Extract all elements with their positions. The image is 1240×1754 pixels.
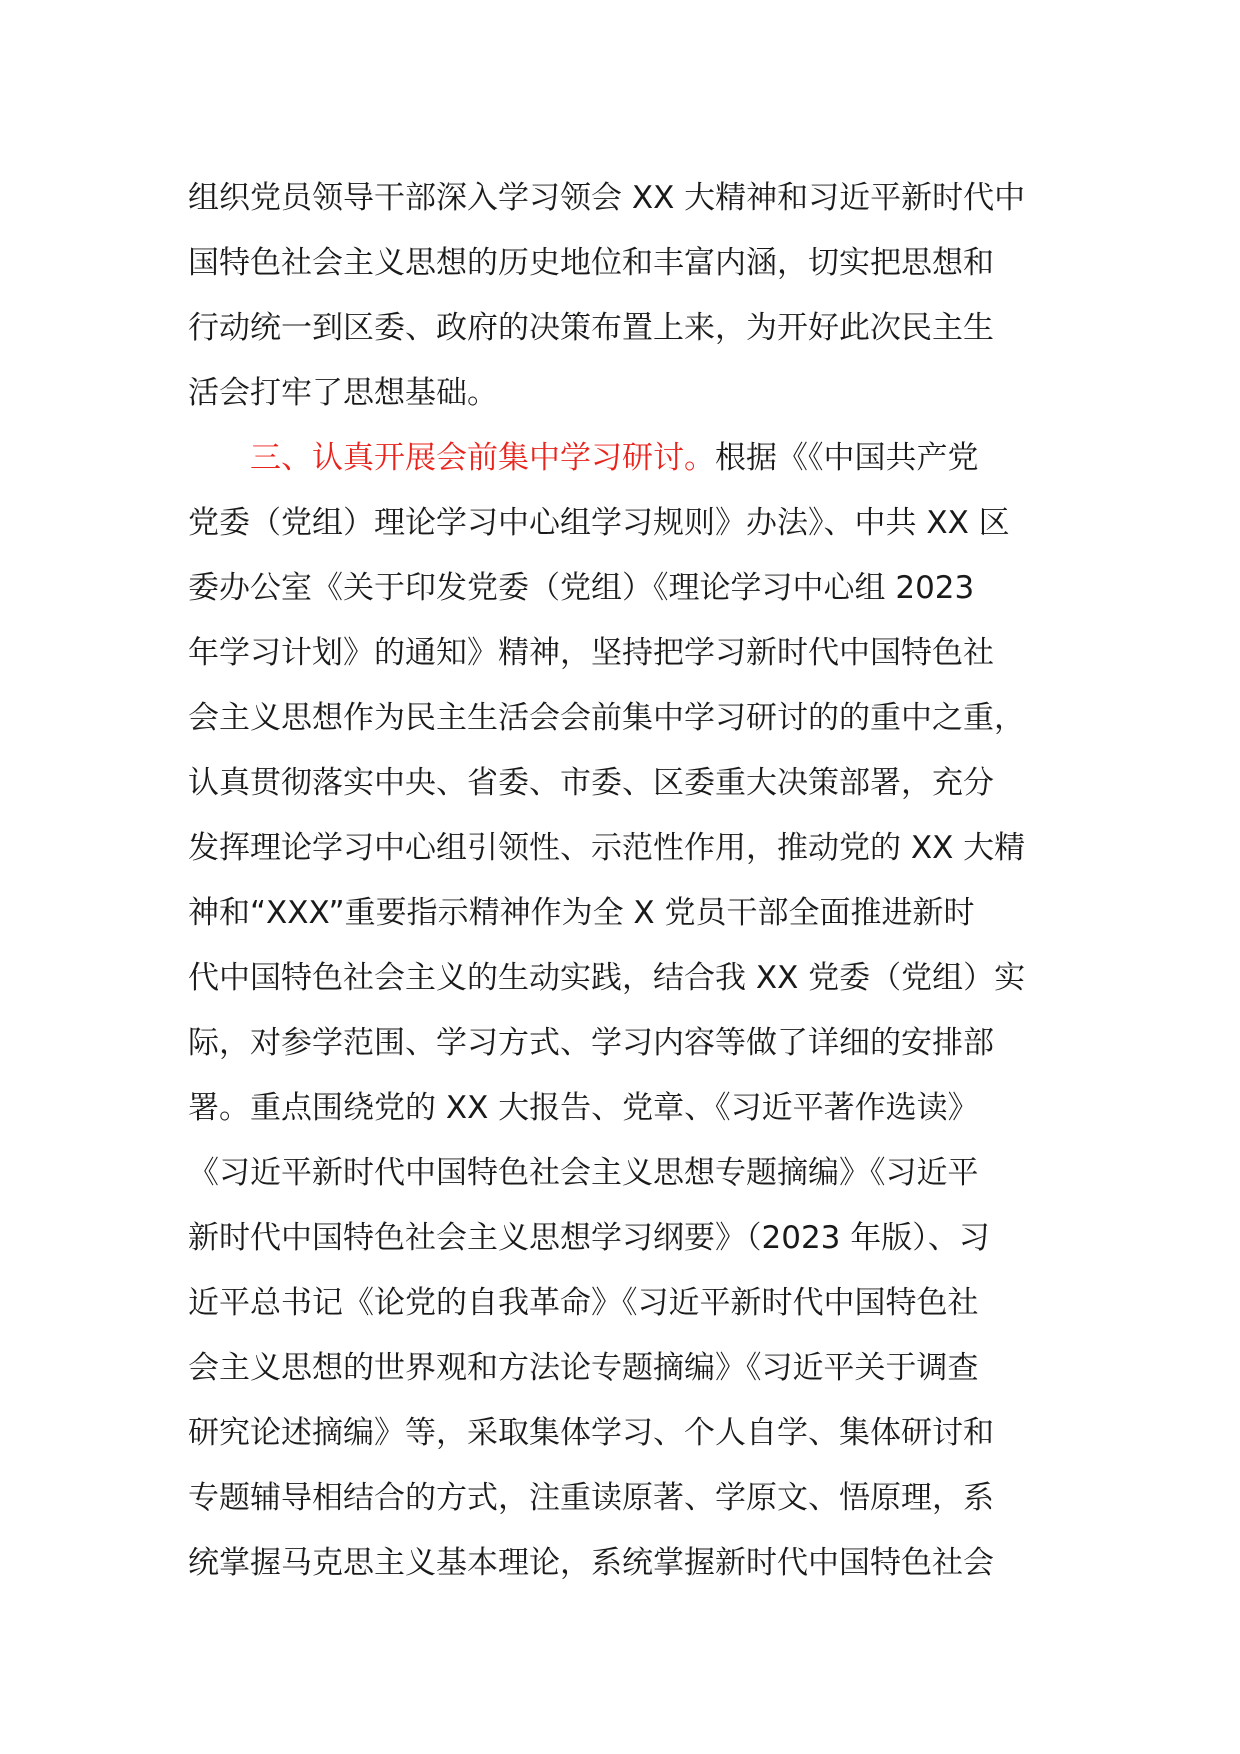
paragraph-2 [188, 426, 1068, 1596]
paragraph-line: 国特色社会主义思想的历史地位和丰富内涵，切实把思想和 [188, 245, 994, 281]
paragraph-line: 年学习计划》的通知》精神，坚持把学习新时代中国特色社 [188, 635, 994, 671]
paragraph-line: 际，对参学范围、学习方式、学习内容等做了详细的安排部 [188, 1025, 994, 1061]
paragraph-line: 组织党员领导干部深入学习领会 XX 大精神和习近平新时代中 [188, 180, 1026, 216]
paragraph-line: 发挥理论学习中心组引领性、示范性作用，推动党的 XX 大精 [188, 830, 1026, 866]
paragraph-line: 代中国特色社会主义的生动实践，结合我 XX 党委（党组）实 [188, 960, 1026, 996]
document-body [188, 166, 1068, 1596]
paragraph-line: 认真贯彻落实中央、省委、市委、区委重大决策部署，充分 [188, 765, 994, 801]
paragraph-line: 会主义思想作为民主生活会会前集中学习研讨的的重中之重， [188, 700, 1025, 736]
paragraph-line: 署。重点围绕党的 XX 大报告、党章、《习近平著作选读》 [188, 1090, 979, 1126]
paragraph-line: 行动统一到区委、政府的决策布置上来，为开好此次民主生 [188, 310, 994, 346]
paragraph-line: 会主义思想的世界观和方法论专题摘编》《习近平关于调查 [188, 1350, 979, 1386]
heading-line-rest: 根据《《中国共产党 [715, 440, 979, 476]
paragraph-line: 活会打牢了思想基础。 [188, 375, 498, 411]
paragraph-line: 专题辅导相结合的方式，注重读原著、学原文、悟原理，系 [188, 1480, 994, 1516]
paragraph-1 [188, 166, 1068, 426]
paragraph-line: 神和“XXX”重要指示精神作为全 X 党员干部全面推进新时 [188, 895, 975, 931]
paragraph-line: 《习近平新时代中国特色社会主义思想专题摘编》《习近平 [188, 1155, 979, 1191]
section-heading: 三、认真开展会前集中学习研讨。 [250, 440, 715, 476]
paragraph-line: 委办公室《关于印发党委（党组）《理论学习中心组 2023 [188, 570, 975, 606]
paragraph-line: 近平总书记《论党的自我革命》《习近平新时代中国特色社 [188, 1285, 979, 1321]
paragraph-line: 党委（党组）理论学习中心组学习规则》办法》、中共 XX 区 [188, 505, 1010, 541]
paragraph-line: 研究论述摘编》等，采取集体学习、个人自学、集体研讨和 [188, 1415, 994, 1451]
paragraph-line: 统掌握马克思主义基本理论，系统掌握新时代中国特色社会 [188, 1545, 994, 1581]
paragraph-line: 新时代中国特色社会主义思想学习纲要》（2023 年版）、习 [188, 1220, 990, 1256]
heading-line [188, 426, 1068, 491]
